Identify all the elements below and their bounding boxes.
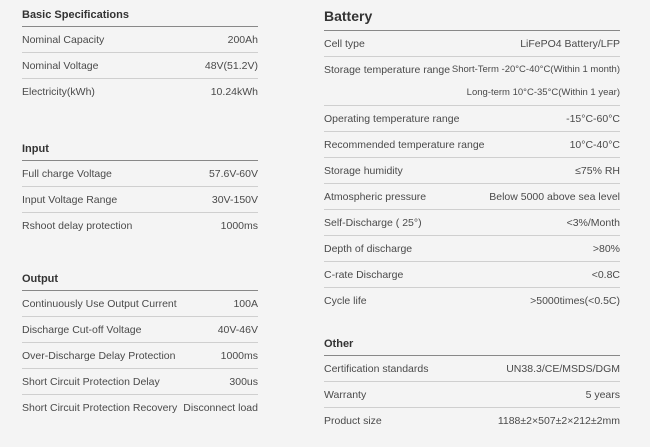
spec-value-long-term: Long-term 10°C-35°C(Within 1 year): [466, 87, 620, 98]
spec-value: 10.24kWh: [210, 85, 258, 98]
spec-value: UN38.3/CE/MSDS/DGM: [506, 362, 620, 375]
spec-row-input-voltage-range: [22, 187, 258, 213]
output-table: [22, 291, 258, 420]
spec-value: 200Ah: [227, 33, 258, 46]
spec-value: ≤75% RH: [575, 164, 620, 177]
spec-value: >5000times(<0.5C): [530, 294, 620, 307]
spec-label: Certification standards: [324, 362, 429, 375]
spec-value: 1188±2×507±2×212±2mm: [497, 414, 620, 427]
spec-value: 300us: [229, 375, 258, 388]
spec-label: Discharge Cut-off Voltage: [22, 323, 142, 336]
spec-row-rshoot-delay-protection: [22, 213, 258, 238]
spec-label: Recommended temperature range: [324, 138, 485, 151]
spec-label: Cycle life: [324, 294, 367, 307]
spec-label: Short Circuit Protection Recovery: [22, 401, 178, 414]
spec-label: Continuously Use Output Current: [22, 297, 177, 310]
spec-row-warranty: [324, 382, 620, 408]
spec-row-nominal-capacity: [22, 27, 258, 53]
spec-row-cycle-life: [324, 288, 620, 313]
spec-label: Self-Discharge ( 25°): [324, 216, 422, 229]
basic-specifications-heading: Basic Specifications: [22, 4, 258, 27]
spec-value: 30V-150V: [211, 193, 258, 206]
spec-row-atmospheric-pressure: [324, 184, 620, 210]
spec-row-discharge-cutoff-voltage: [22, 317, 258, 343]
other-heading: Other: [324, 333, 620, 356]
spec-label: Input Voltage Range: [22, 193, 118, 206]
spec-label: Warranty: [324, 388, 367, 401]
spec-value: 48V(51.2V): [204, 59, 258, 72]
spec-value: 10°C-40°C: [569, 138, 620, 151]
spec-row-short-circuit-delay: [22, 369, 258, 395]
spec-value: LiFePO4 Battery/LFP: [520, 37, 620, 50]
spec-row-operating-temperature: [324, 106, 620, 132]
spec-label: Nominal Voltage: [22, 59, 99, 72]
spec-row-depth-of-discharge: [324, 236, 620, 262]
spec-label: Depth of discharge: [324, 242, 413, 255]
input-table: [22, 161, 258, 238]
spec-label: C-rate Discharge: [324, 268, 404, 281]
input-heading: Input: [22, 138, 258, 161]
spec-label: Rshoot delay protection: [22, 219, 133, 232]
spec-row-full-charge-voltage: [22, 161, 258, 187]
spec-row-certification: [324, 356, 620, 382]
right-column: [324, 2, 620, 433]
left-column: [22, 4, 258, 420]
spec-label: Operating temperature range: [324, 112, 460, 125]
spec-row-c-rate-discharge: [324, 262, 620, 288]
spec-value: 57.6V-60V: [208, 167, 258, 180]
spec-row-over-discharge-delay: [22, 343, 258, 369]
spec-row-storage-temperature: [324, 57, 620, 106]
spec-value: 1000ms: [220, 219, 258, 232]
battery-heading: Battery: [324, 2, 620, 31]
spec-value: 40V-46V: [217, 323, 258, 336]
spec-label: Product size: [324, 414, 382, 427]
spec-row-short-circuit-recovery: [22, 395, 258, 420]
battery-table: [324, 31, 620, 313]
output-heading: Output: [22, 268, 258, 291]
other-table: [324, 356, 620, 433]
spec-value: 1000ms: [220, 349, 258, 362]
spec-value: Below 5000 above sea level: [489, 190, 620, 203]
spec-label: Full charge Voltage: [22, 167, 112, 180]
spec-value: >80%: [592, 242, 620, 255]
spec-value: 100A: [233, 297, 258, 310]
spec-row-self-discharge: [324, 210, 620, 236]
spec-row-electricity: [22, 79, 258, 104]
spec-label: Storage humidity: [324, 164, 403, 177]
spec-row-nominal-voltage: [22, 53, 258, 79]
basic-specifications-table: [22, 27, 258, 104]
spec-label: Cell type: [324, 37, 365, 50]
spec-label: Nominal Capacity: [22, 33, 105, 46]
spec-value-short-term: Short-Term -20°C-40°C(Within 1 month): [451, 64, 620, 75]
spec-value: <0.8C: [591, 268, 620, 281]
spec-row-cell-type: [324, 31, 620, 57]
spec-label: Storage temperature range: [324, 64, 451, 76]
spec-label: Electricity(kWh): [22, 85, 95, 98]
spec-label: Short Circuit Protection Delay: [22, 375, 160, 388]
spec-row-product-size: [324, 408, 620, 433]
spec-label: Atmospheric pressure: [324, 190, 427, 203]
spec-value: -15°C-60°C: [566, 112, 620, 125]
spec-value: 5 years: [585, 388, 620, 401]
spec-value: <3%/Month: [566, 216, 620, 229]
spec-row-recommended-temperature: [324, 132, 620, 158]
spec-row-continuous-output-current: [22, 291, 258, 317]
spec-row-storage-humidity: [324, 158, 620, 184]
spec-label: Over-Discharge Delay Protection: [22, 349, 176, 362]
spec-value: Disconnect load: [183, 401, 258, 414]
